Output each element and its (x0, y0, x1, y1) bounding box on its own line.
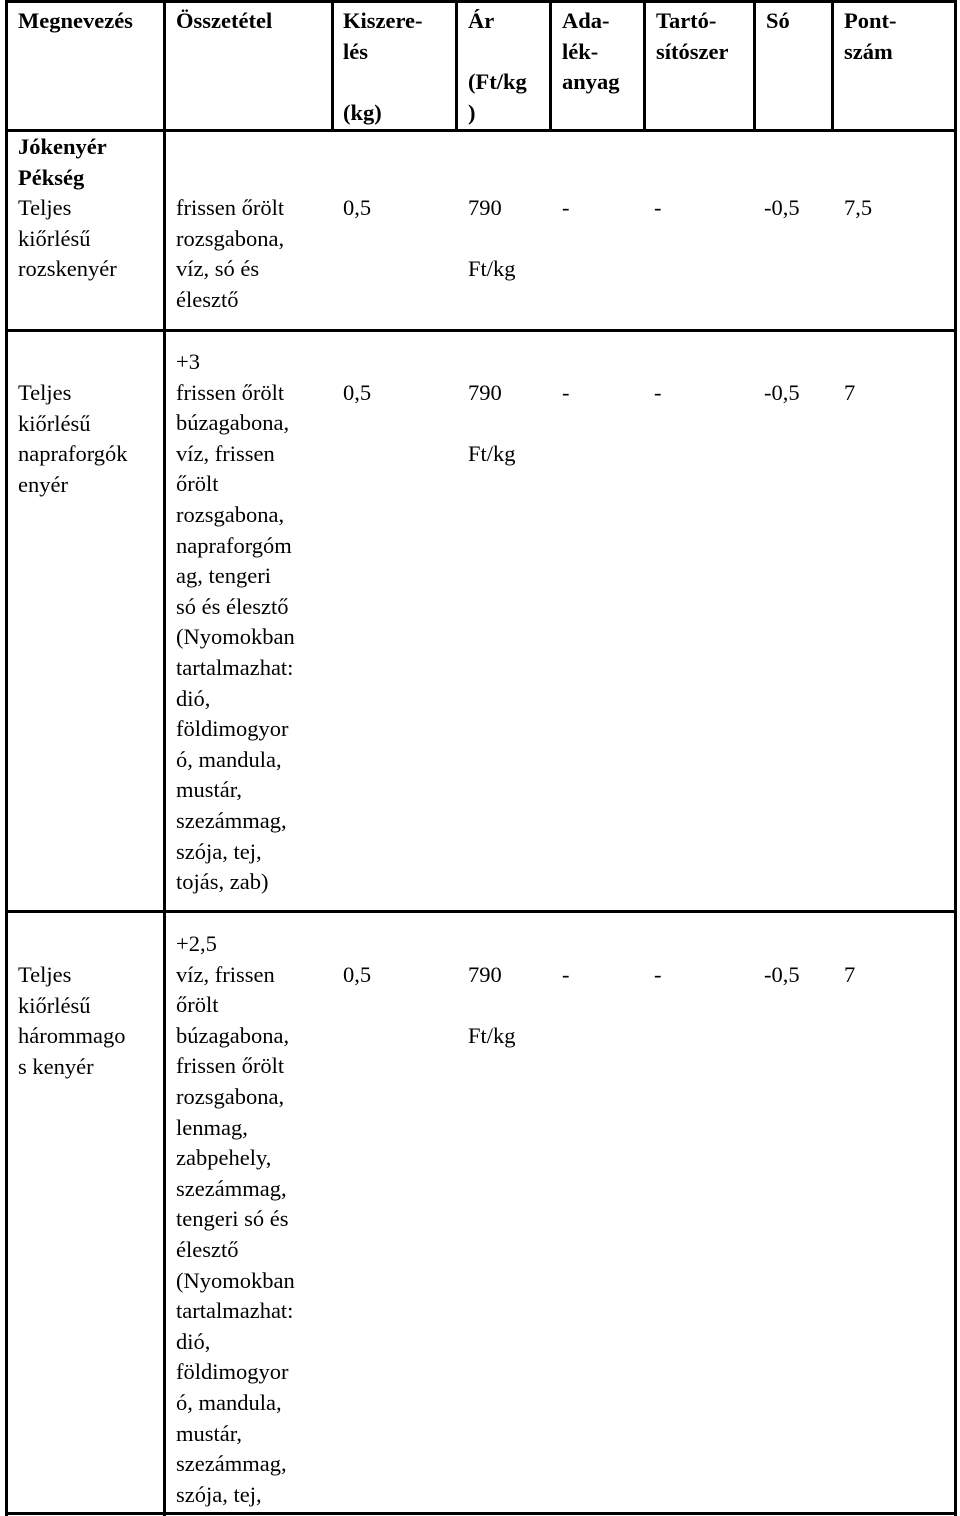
header-divider (5, 129, 957, 132)
row2-product-name: Teljes kiőrlésű napraforgók enyér (18, 380, 128, 497)
row1-composition: frissen őrölt rozsgabona, víz, só és élesztő (176, 195, 285, 312)
row3-tartositoszer: - (654, 962, 662, 987)
header-so: Só (766, 8, 790, 33)
column-divider (831, 0, 834, 132)
header-adalekanyag: Ada- lék- anyag (562, 8, 620, 95)
row2-adalekanyag: - (562, 380, 570, 405)
row2-composition: +3 frissen őrölt búzagabona, víz, frissen őrölt rozsgabona, napraforgóm ag, tengeri só és élesztő (Nyomokban tartalmazhat: dió, földimogyor ó, mandula, mustár, szezámmag, szója, tej, tojás, zab) (176, 349, 295, 895)
row1-product-name: Teljes kiőrlésű rozskenyér (18, 195, 117, 282)
table-border-right (954, 0, 957, 1516)
row1-ar: 790 Ft/kg (468, 195, 516, 282)
row3-pontszam: 7 (844, 962, 856, 987)
column-divider (331, 0, 334, 132)
column-divider (643, 0, 646, 132)
row1-pontszam: 7,5 (844, 195, 873, 220)
row1-kiszereles: 0,5 (343, 195, 372, 220)
row2-kiszereles: 0,5 (343, 380, 372, 405)
row3-adalekanyag: - (562, 962, 570, 987)
row1-adalekanyag: - (562, 195, 570, 220)
row2-ar: 790 Ft/kg (468, 380, 516, 467)
row3-product-name: Teljes kiőrlésű hárommago s kenyér (18, 962, 126, 1079)
row2-pontszam: 7 (844, 380, 856, 405)
header-pontszam: Pont- szám (844, 8, 897, 64)
column-divider (753, 0, 756, 132)
row2-so: -0,5 (764, 380, 800, 405)
header-kiszereles: Kiszere- lés (kg) (343, 8, 423, 125)
row3-composition: +2,5 víz, frissen őrölt búzagabona, frissen őrölt rozsgabona, lenmag, zabpehely, szezámmag, tengeri só és élesztő (Nyomokban tartalmazhat: dió, földimogyor ó, mandula, mustár, szezámmag, szója, tej, (176, 931, 295, 1507)
row2-tartositoszer: - (654, 380, 662, 405)
row-divider (5, 910, 957, 913)
row1-tartositoszer: - (654, 195, 662, 220)
header-megnevezes: Megnevezés (18, 8, 133, 33)
header-ar: Ár (Ft/kg ) (468, 8, 527, 125)
table-border-top (5, 0, 957, 3)
column-divider (455, 0, 458, 132)
row1-bakery-name: Jókenyér Pékség (18, 134, 107, 190)
table-border-bottom (5, 1512, 957, 1515)
column-divider (549, 0, 552, 132)
row3-kiszereles: 0,5 (343, 962, 372, 987)
header-osszetetel: Összetétel (176, 8, 273, 33)
row-divider (5, 329, 957, 332)
table-border-left (5, 0, 8, 1516)
row1-so: -0,5 (764, 195, 800, 220)
row3-ar: 790 Ft/kg (468, 962, 516, 1049)
header-tartositoszer: Tartó- sítószer (656, 8, 729, 64)
column-divider (163, 0, 166, 1516)
row3-so: -0,5 (764, 962, 800, 987)
